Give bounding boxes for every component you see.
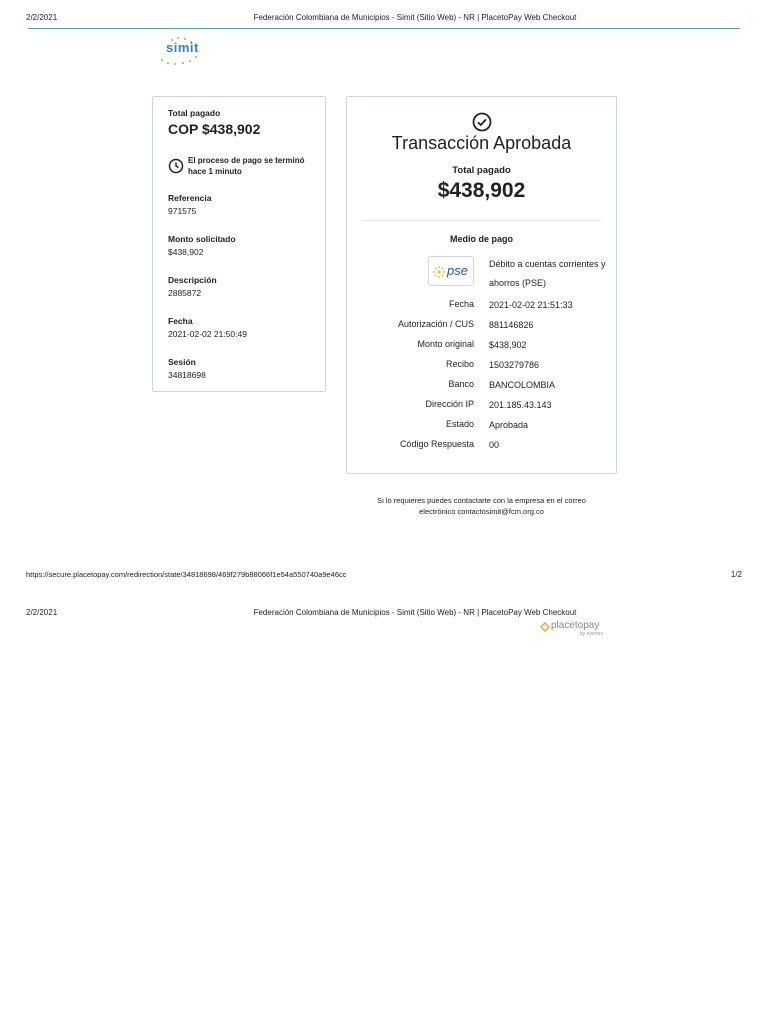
row-receipt-value: 1503279786 bbox=[489, 360, 540, 370]
pse-logo-text: pse bbox=[447, 263, 468, 278]
row-status-value: Aprobada bbox=[489, 420, 529, 430]
date-value: 2021-02-02 21:50:49 bbox=[168, 329, 247, 339]
pse-logo bbox=[428, 256, 474, 286]
contact-text bbox=[346, 495, 617, 517]
transaction-card bbox=[346, 96, 617, 474]
simit-logo bbox=[156, 36, 206, 68]
placetopay-logo bbox=[540, 620, 610, 640]
print-date: 2/2/2021 bbox=[26, 13, 58, 22]
row-response-code-label: Código Respuesta bbox=[399, 439, 474, 449]
detail-divider bbox=[363, 220, 601, 221]
print-title: Federación Colombiana de Municipios - Simit (Sitio Web) - NR | PlacetoPay Web Checkout bbox=[253, 13, 577, 22]
row-bank-value: BANCOLOMBIA bbox=[489, 380, 556, 390]
row-auth-label: Autorización / CUS bbox=[397, 319, 474, 329]
header-divider bbox=[28, 28, 740, 29]
row-original-amount-value: $438,902 bbox=[489, 340, 527, 350]
ref-value: 971575 bbox=[168, 206, 197, 216]
session-label: Sesión bbox=[168, 357, 196, 367]
contact-line-1: Si lo requieres puedes contactarte con la empresa en el correo bbox=[377, 496, 586, 505]
pse-sun-icon bbox=[432, 265, 446, 279]
summary-card bbox=[152, 96, 326, 392]
row-bank-label: Banco bbox=[448, 379, 474, 389]
clock-icon bbox=[168, 158, 184, 174]
row-response-code-value: 00 bbox=[489, 440, 500, 450]
placetopay-sub: by evertec bbox=[580, 631, 604, 637]
row-original-amount-label: Monto original bbox=[417, 339, 474, 349]
placetopay-mark-icon bbox=[540, 622, 550, 632]
requested-amount-label: Monto solicitado bbox=[168, 234, 236, 244]
contact-line-2: electrónico contactosimit@fcm.org.co bbox=[419, 507, 544, 516]
summary-total-value: COP $438,902 bbox=[168, 121, 261, 137]
print-title-page-2: Federación Colombiana de Municipios - Simit (Sitio Web) - NR | PlacetoPay Web Checkout bbox=[253, 608, 577, 617]
row-auth-value: 881146826 bbox=[489, 320, 534, 330]
ref-label: Referencia bbox=[168, 193, 212, 203]
print-date-page-2: 2/2/2021 bbox=[26, 608, 58, 617]
row-ip-label: Dirección IP bbox=[425, 399, 474, 409]
row-receipt-label: Recibo bbox=[445, 359, 474, 369]
row-date-label: Fecha bbox=[448, 299, 474, 309]
simit-logo-text: simit bbox=[166, 40, 199, 55]
row-status-label: Estado bbox=[445, 419, 474, 429]
check-circle-icon bbox=[472, 112, 492, 132]
detail-total-value: $438,902 bbox=[437, 179, 526, 202]
row-ip-value: 201.185.43.143 bbox=[489, 400, 552, 410]
description-label: Descripción bbox=[168, 275, 217, 285]
status-title: Transacción Aprobada bbox=[391, 133, 572, 153]
payment-method-value: Débito a cuentas corrientes y ahorros (PSE) bbox=[489, 259, 606, 288]
payment-method-title: Medio de pago bbox=[450, 234, 513, 244]
detail-total-label: Total pagado bbox=[452, 165, 511, 176]
session-value: 34818698 bbox=[168, 370, 206, 380]
date-label: Fecha bbox=[168, 316, 193, 326]
placetopay-brand: placetopay bbox=[551, 620, 600, 631]
requested-amount-value: $438,902 bbox=[168, 247, 204, 257]
page-number: 1/2 bbox=[730, 570, 742, 579]
print-url[interactable]: https://secure.placetopay.com/redirection/state/34818698/469f279b88066f1e54a550740a9e46cc bbox=[26, 570, 347, 579]
row-date-value: 2021-02-02 21:51:33 bbox=[489, 300, 573, 310]
process-notice: El proceso de pago se terminó hace 1 minuto bbox=[188, 156, 305, 176]
summary-total-label: Total pagado bbox=[168, 108, 221, 118]
description-value: 2885872 bbox=[168, 288, 202, 298]
